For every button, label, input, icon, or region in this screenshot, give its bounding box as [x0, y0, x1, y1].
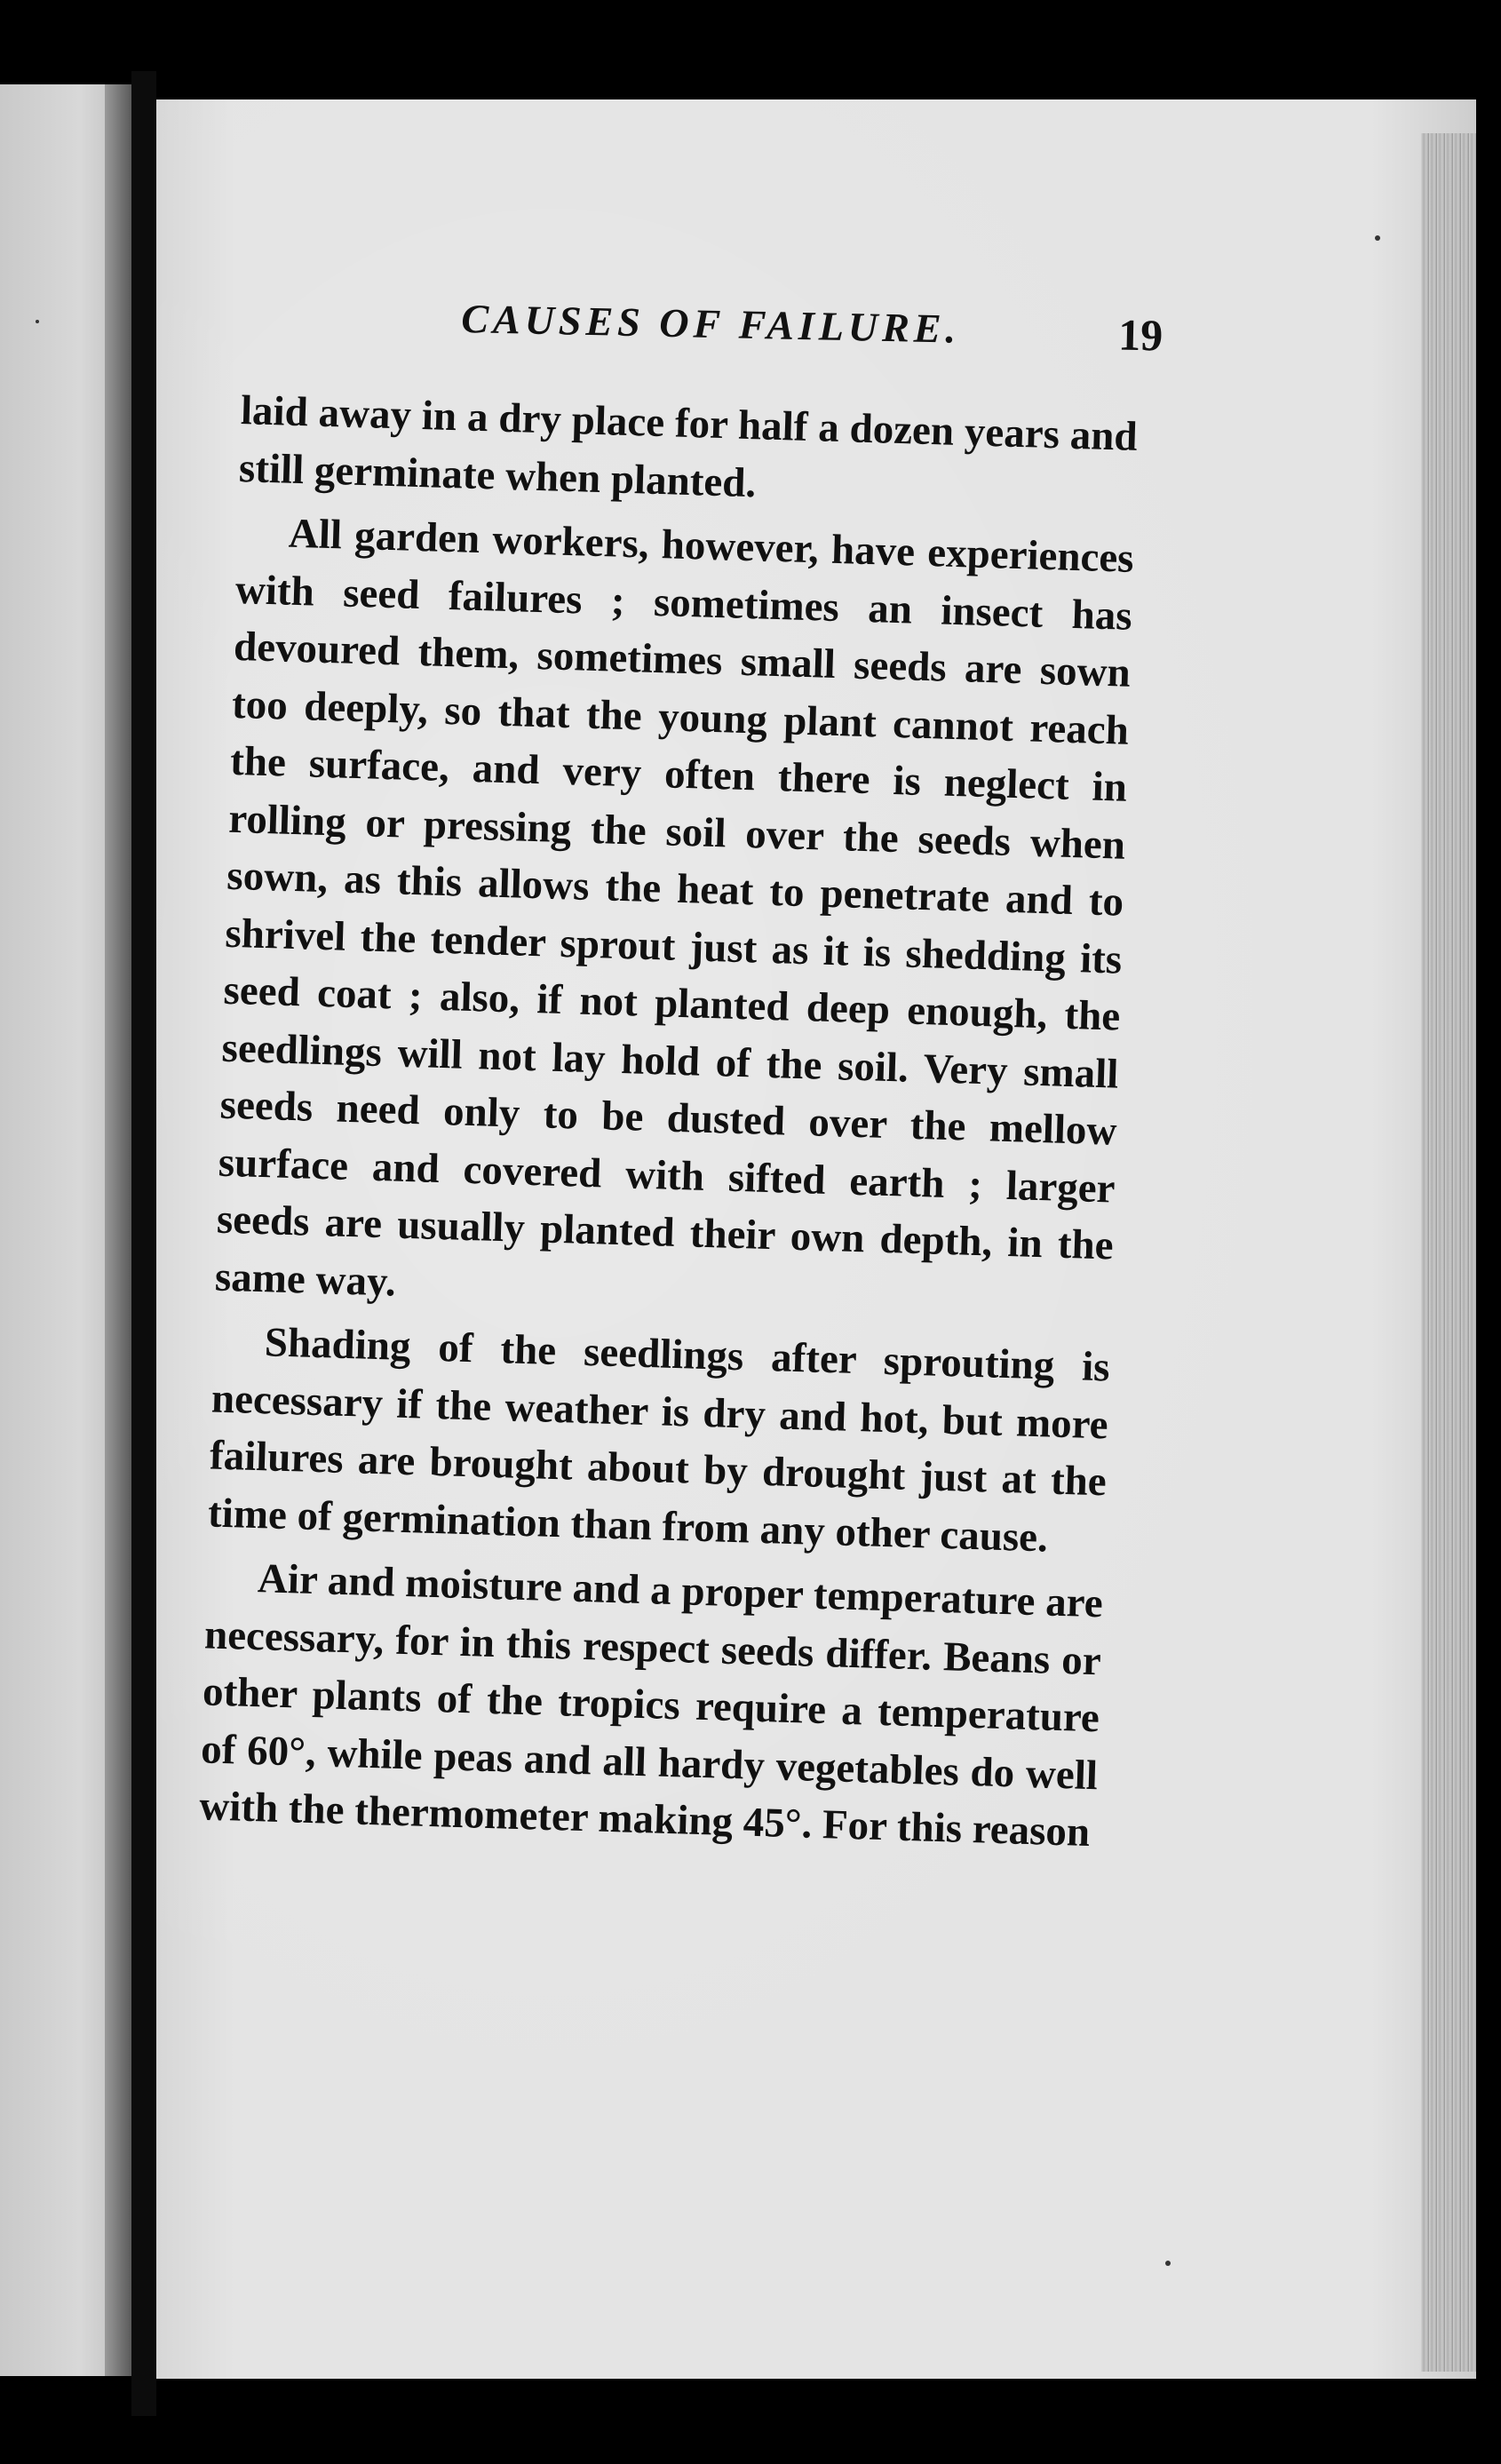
paragraph: Shading of the seedlings after sprouting is necessary if the weather is dry and hot, but more failures are brought about by drought just at the time of germination than from any other cause.: [207, 1319, 1111, 1561]
book-gutter: [131, 71, 156, 2416]
left-page-edge: [105, 84, 131, 2376]
page-number: 19: [1117, 309, 1163, 361]
running-title: CAUSES OF FAILURE.: [460, 295, 961, 352]
scan-speck: [1165, 2261, 1171, 2266]
page-stack-edge: [1421, 133, 1476, 2372]
body-text: [198, 382, 1138, 1869]
scan-speck: [1375, 235, 1380, 241]
paragraph: All garden workers, however, have experiences with seed failures ; sometimes an insect has devoured them, sometimes small seeds are sown too deeply, so that the young plant cannot reach the surface, and very often there is neglect in rolling or pressing the soil over the seeds when sown, as this allows the heat to penetrate and to shrivel the tender sprout just as it is shedding its seed coat ; also, if not planted deep enough, the seedlings will not lay hold of the soil. Very small seeds need only to be dusted over the mellow surface and covered with sifted earth ; larger seeds are usually planted their own depth, in the same way.: [214, 510, 1135, 1306]
paragraph: laid away in a dry place for half a dozen years and still germinate when planted.: [238, 386, 1139, 506]
scan-speck: [36, 320, 39, 323]
paragraph: Air and moisture and a proper temperature are necessary, for in this respect seeds differ. Beans or other plants of the tropics require a temperature of 60°, while peas and all hardy vegetables do well with the thermometer making 45°. For this reason: [198, 1555, 1104, 1856]
